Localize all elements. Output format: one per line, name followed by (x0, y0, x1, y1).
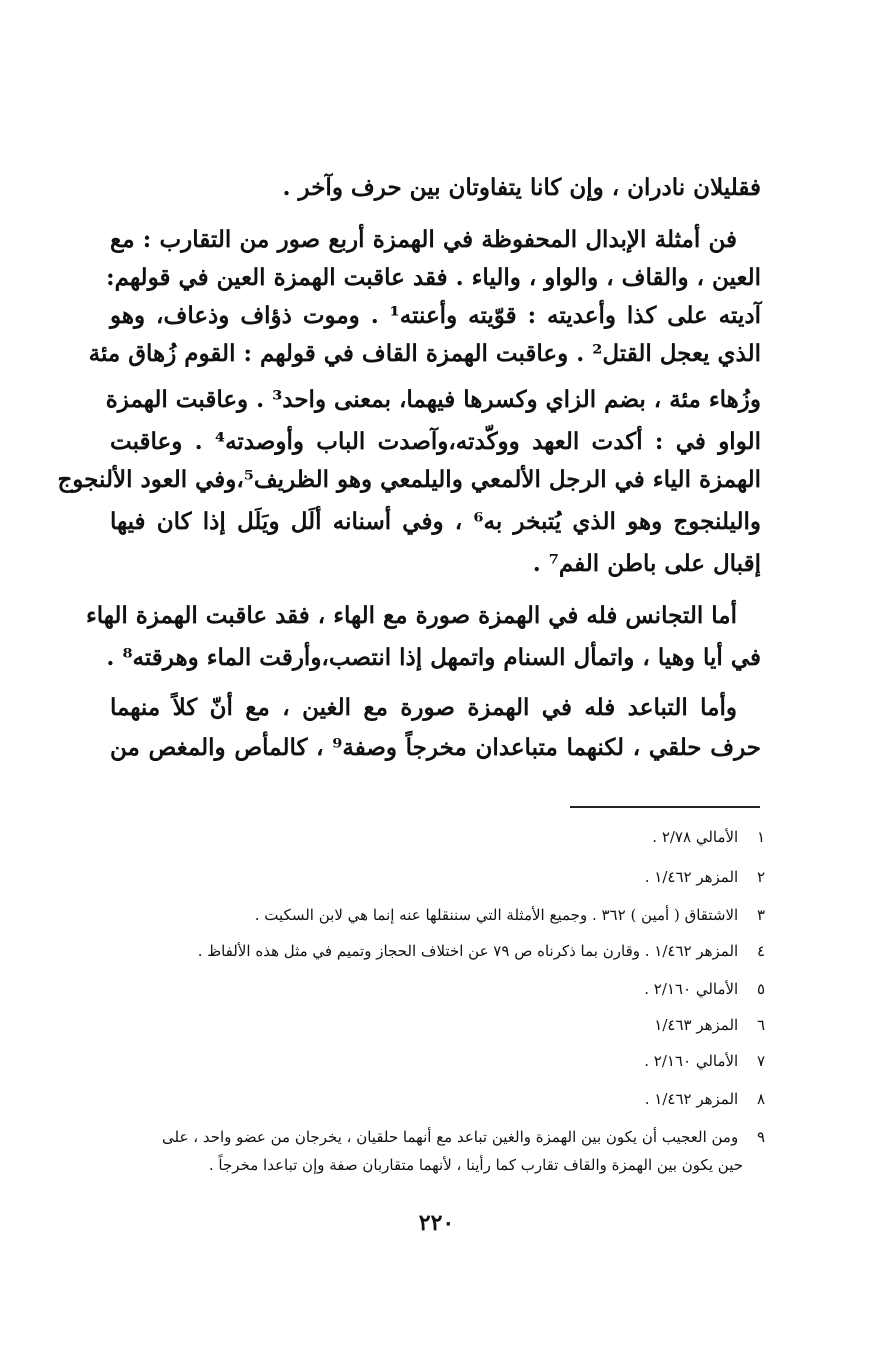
body-line: الواو في : أكدت العهد ووكّدته،وآصدت الباب وأوصدته⁴ . وعاقبت (110, 428, 761, 455)
footnote-text: المزهر ١/٤٦٣ (654, 1016, 739, 1034)
footnote-number: ٩ (756, 1128, 765, 1146)
body-line: آديته على كذا وأعديته : قوّيته وأعنته¹ . وموت ذؤاف وذعاف، وهو (110, 302, 761, 329)
footnote (105, 940, 765, 964)
body-line: واليلنجوج وهو الذي يُتبخر به⁶ ، وفي أسنانه ألَل ويَلَل إذا كان فيها (110, 508, 761, 535)
footnote-text: الأمالي ٢/١٦٠ . (644, 1052, 739, 1070)
body-line: أما التجانس فله في الهمزة صورة مع الهاء ، فقد عاقبت الهمزة الهاء (85, 602, 737, 629)
footnote (105, 1126, 765, 1150)
body-line: وزُهاء مئة ، بضم الزاي وكسرها فيهما، بمعنى واحد³ . وعاقبت الهمزة (105, 386, 761, 413)
footnote-number: ٨ (756, 1090, 765, 1108)
footnote-text: الأمالي ٢/١٦٠ . (644, 980, 739, 998)
footnote-text: المزهر ١/٤٦٢ . (644, 868, 739, 886)
footnote-number: ٥ (756, 980, 765, 998)
body-line: الذي يعجل القتل² . وعاقبت الهمزة القاف في قولهم : القوم زُهاق مئة (88, 340, 761, 367)
body-line: حرف حلقي ، لكنهما متباعدان مخرجاً وصفة⁹ ، كالمأص والمغص من (110, 734, 761, 761)
body-line: وأما التباعد فله في الهمزة صورة مع الغين ، مع أنّ كلاً منهما (110, 694, 737, 721)
body-line: فقليلان نادران ، وإن كانا يتفاوتان بين حرف وآخر . (282, 174, 761, 201)
body-line: إقبال على باطن الفم⁷ . (532, 550, 761, 577)
footnote-number: ٣ (756, 906, 765, 924)
footnote-text: المزهر ١/٤٦٢ . (644, 1090, 739, 1108)
footnote-separator (570, 806, 760, 808)
footnote (105, 1050, 765, 1074)
body-line: فن أمثلة الإبدال المحفوظة في الهمزة أربع صور من التقارب : مع (110, 226, 737, 253)
footnote (105, 978, 765, 1002)
page-number: ٢٢٠ (418, 1210, 455, 1236)
footnote-text: الاشتقاق ( أمين ) ٣٦٢ . وجميع الأمثلة التي سننقلها عنه إنما هي لابن السكيت . (254, 906, 739, 924)
body-line: في أيا وهيا ، واتمأل السنام واتمهل إذا انتصب،وأرقت الماء وهرقته⁸ . (106, 644, 761, 671)
footnote-number: ٢ (756, 868, 765, 886)
footnote (105, 1014, 765, 1038)
body-line: الهمزة الياء في الرجل الألمعي واليلمعي وهو الظريف⁵،وفي العود الألنجوج (57, 466, 761, 493)
body-line: العين ، والقاف ، والواو ، والياء . فقد عاقبت الهمزة العين في قولهم: (106, 264, 761, 291)
footnote-number: ٤ (756, 942, 765, 960)
footnote-number: ١ (756, 828, 765, 846)
footnote (105, 826, 765, 850)
footnote-continuation: حين يكون بين الهمزة والقاف تقارب كما رأينا ، لأنهما متقاربان صفة وإن تباعدا مخرجاً . (208, 1156, 743, 1174)
footnote-text: ومن العجيب أن يكون بين الهمزة والغين تباعد مع أنهما حلقيان ، يخرجان من عضو واحد ، على (162, 1128, 739, 1146)
footnote (105, 866, 765, 890)
footnote (105, 1088, 765, 1112)
footnote-number: ٧ (756, 1052, 765, 1070)
footnote-text: الأمالي ٢/٧٨ . (652, 828, 739, 846)
footnote-number: ٦ (756, 1016, 765, 1034)
footnote-text: المزهر ١/٤٦٢ . وقارن بما ذكرناه ص ٧٩ عن اختلاف الحجاز وتميم في مثل هذه الألفاظ . (197, 942, 739, 960)
footnote (105, 904, 765, 928)
